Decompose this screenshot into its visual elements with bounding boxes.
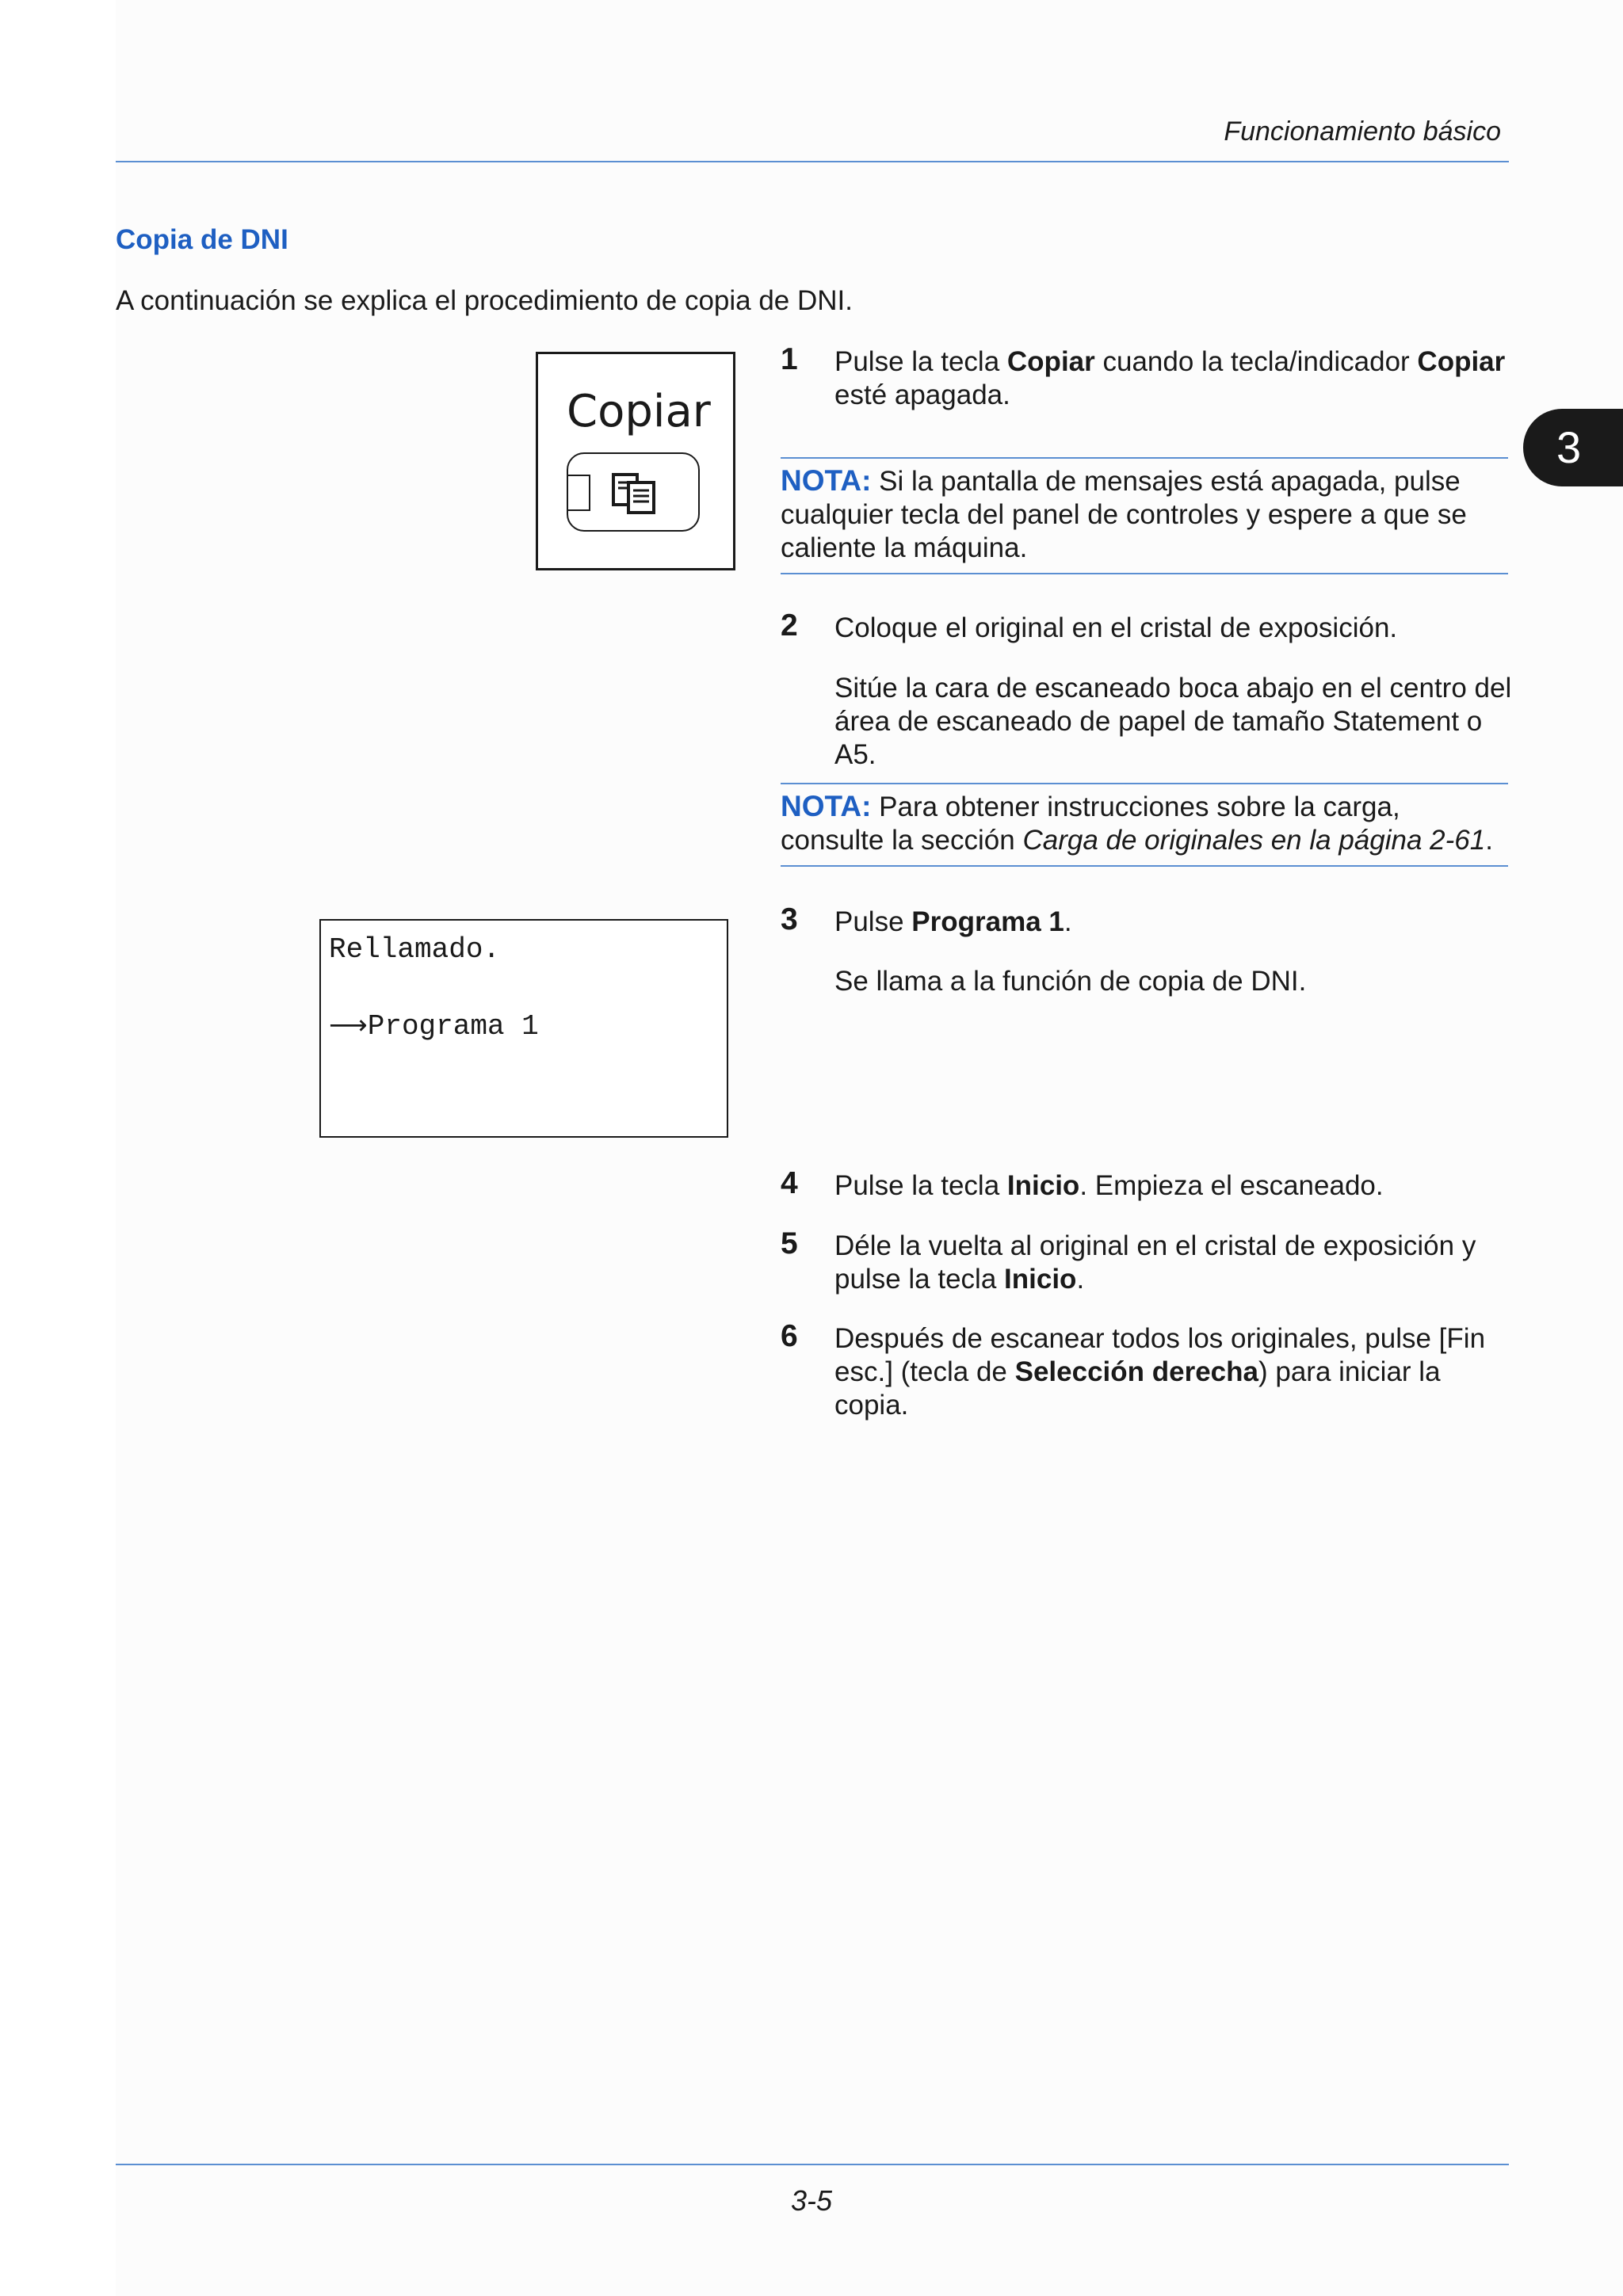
step-text: Después de escanear todos los originales, pulse [Fin esc.] (tecla de Selección derecha) para iniciar la copia. — [834, 1323, 1486, 1421]
step-text: Pulse la tecla Inicio. Empieza el escaneado. — [834, 1170, 1384, 1201]
cross-reference-link[interactable]: Carga de originales en la página 2-61 — [1022, 825, 1486, 856]
copiar-key-label: Copiar — [567, 386, 711, 437]
step-number: 2 — [781, 608, 798, 643]
footer-rule — [116, 2164, 1509, 2165]
page-number: 3-5 — [790, 2184, 833, 2217]
header-rule — [116, 161, 1509, 162]
display-screen-figure — [319, 919, 728, 1138]
step-text: Pulse Programa 1. — [834, 906, 1072, 937]
step-number: 3 — [781, 902, 798, 936]
section-title: Copia de DNI — [116, 224, 288, 255]
intro-paragraph: A continuación se explica el procedimiento de copia de DNI. — [116, 285, 853, 316]
chapter-number: 3 — [1556, 422, 1582, 472]
step-number: 6 — [781, 1319, 798, 1353]
step-text: Pulse la tecla Copiar cuando la tecla/indicador Copiar esté apagada. — [834, 346, 1506, 410]
copiar-indicator-light — [567, 475, 590, 511]
note-label: NOTA: — [781, 464, 872, 497]
display-menu-item — [329, 1009, 539, 1043]
note-text: Si la pantalla de mensajes está apagada, pulse cualquier tecla del panel de controles y espere a que se caliente la máquina. — [781, 466, 1467, 563]
step-number: 5 — [781, 1226, 798, 1261]
step-number: 4 — [781, 1166, 798, 1200]
page-background — [116, 0, 1623, 2296]
running-header: Funcionamiento básico — [1224, 116, 1501, 147]
step-text: Déle la vuelta al original en el cristal de exposición y pulse la tecla Inicio. — [834, 1230, 1476, 1295]
copy-icon — [611, 470, 659, 517]
step-number: 1 — [781, 342, 798, 376]
chapter-tab[interactable] — [1523, 409, 1623, 486]
step-detail: Sitúe la cara de escaneado boca abajo en el centro del área de escaneado de papel de tamaño Statement o A5. — [834, 673, 1512, 770]
arrow-right-icon: ⟶ — [329, 1009, 368, 1041]
display-menu-label: Programa 1 — [367, 1010, 539, 1043]
note-box: NOTA: Para obtener instrucciones sobre la carga, consulte la sección Carga de originales en la página 2-61. — [781, 783, 1508, 867]
copiar-key-button — [567, 452, 700, 532]
step-text: Coloque el original en el cristal de exposición. — [834, 612, 1398, 643]
step-detail: Se llama a la función de copia de DNI. — [834, 966, 1307, 997]
note-box — [781, 457, 1508, 574]
copiar-key-figure — [536, 352, 735, 570]
note-label: NOTA: — [781, 790, 872, 822]
display-line: Rellamado. — [329, 933, 501, 966]
